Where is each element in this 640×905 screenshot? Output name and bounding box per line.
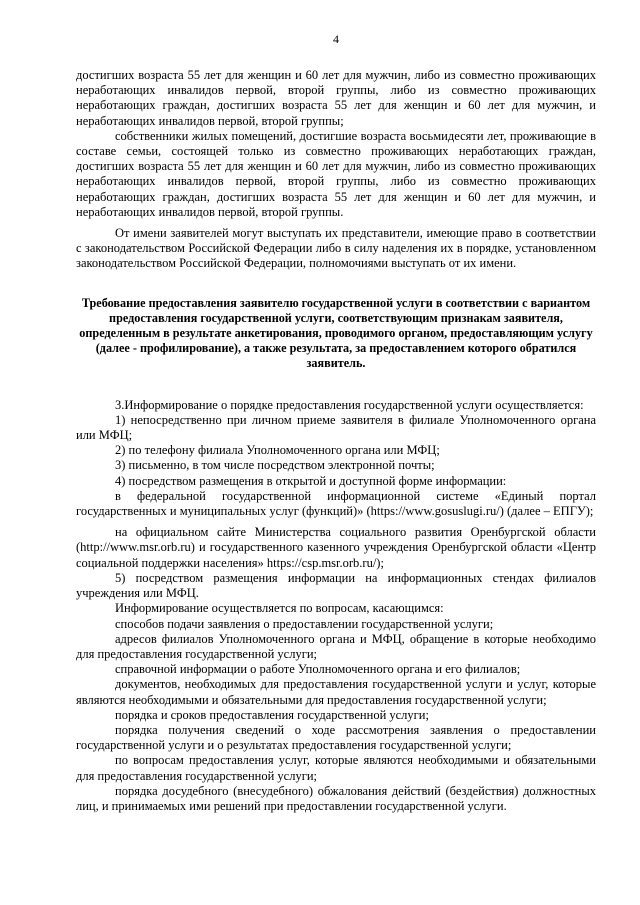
paragraph-item-2: 2) по телефону филиала Уполномоченного органа или МФЦ;	[115, 443, 440, 458]
paragraph-owners-eighty-years: собственники жилых помещений, достигшие возраста восьмидесяти лет, проживающие в составе семьи, состоящей только из совместно проживающих неработающих граждан, достигших возраста 55 лет для женщин и 60 лет для мужчин, либо из совместно проживающих неработающих инвалидов первой, второй группы, либо из совместно проживающих неработающих граждан, достигших возраста 55 лет для женщин и 60 лет для мужчин, и неработающих инвалидов первой, второй группы.	[76, 128, 596, 219]
paragraph-ministry-site: на официальном сайте Министерства социального развития Оренбургской области (http://www.msr.orb.ru) и государственного казенного учреждения Оренбургской области «Центр социальной поддержки населения» https://csp.msr.orb.ru/);	[76, 525, 596, 570]
paragraph-topic-appeal: порядка досудебного (внесудебного) обжалования действий (бездействия) должностных лиц, и принимаемых ими решений при предоставлении государственной услуги.	[76, 783, 596, 813]
paragraph-topic-terms: порядка и сроков предоставления государственной услуги;	[115, 707, 429, 722]
paragraph-topics-intro: Информирование осуществляется по вопросам, касающимся:	[115, 601, 444, 616]
page-number: 4	[333, 32, 339, 46]
paragraph-item-1: 1) непосредственно при личном приеме заявителя в филиале Уполномоченного органа или МФЦ;	[76, 412, 596, 443]
paragraph-topic-documents: документов, необходимых для предоставления государственной услуги и услуг, которые являются необходимыми и обязательными для предоставления государственной услуги;	[76, 677, 596, 707]
paragraph-item-5: 5) посредством размещения информации на информационных стендах филиалов учреждения или МФЦ.	[76, 570, 596, 601]
paragraph-topic-required-services: по вопросам предоставления услуг, которые являются необходимыми и обязательными для предоставления государственной услуги;	[76, 753, 596, 783]
paragraph-topic-addresses: адресов филиалов Уполномоченного органа и МФЦ, обращение в которые необходимо для предоставления государственной услуги;	[76, 631, 596, 661]
paragraph-topic-submission: способов подачи заявления о предоставлении государственной услуги;	[115, 616, 494, 631]
paragraph-representatives: От имени заявителей могут выступать их представители, имеющие право в соответствии с законодательством Российской Федерации либо в силу наделения их в порядке, установленном законодательством Российской Федерации, полномочиями выступать от их имени.	[76, 226, 596, 271]
paragraph-eligible-groups-continued: достигших возраста 55 лет для женщин и 60 лет для мужчин, либо из совместно проживающих неработающих инвалидов первой, второй группы, либо из совместно проживающих неработающих граждан, достигших возраста 55 лет для женщин и 60 лет для мужчин, и неработающих инвалидов первой, второй группы;	[76, 68, 596, 128]
paragraph-item-3: 3) письменно, в том числе посредством электронной почты;	[115, 458, 435, 473]
paragraph-item-4: 4) посредством размещения в открытой и доступной форме информации:	[115, 473, 507, 488]
paragraph-informing-intro: 3.Информирование о порядке предоставления государственной услуги осуществляется:	[115, 397, 584, 412]
paragraph-topic-reference: справочной информации о работе Уполномоченного органа и его филиалов;	[115, 662, 521, 677]
paragraph-topic-progress: порядка получения сведений о ходе рассмотрения заявления о предоставлении государственной услуги и о результатах предоставления государственной услуги;	[76, 722, 596, 753]
paragraph-epgu: в федеральной государственной информационной системе «Единый портал государственных и муниципальных услуг (функций)» (https://www.gosuslugi.ru/) (далее – ЕПГУ);	[76, 488, 596, 519]
section-heading: Требование предоставления заявителю государственной услуги в соответствии с вариантом предоставления государственной услуги, соответствующим признакам заявителя, определенным в результате анкетирования, проводимого органом, предоставляющим услугу (далее - профилирование), а также результата, за предоставлением которого обратился заявитель.	[79, 295, 593, 371]
